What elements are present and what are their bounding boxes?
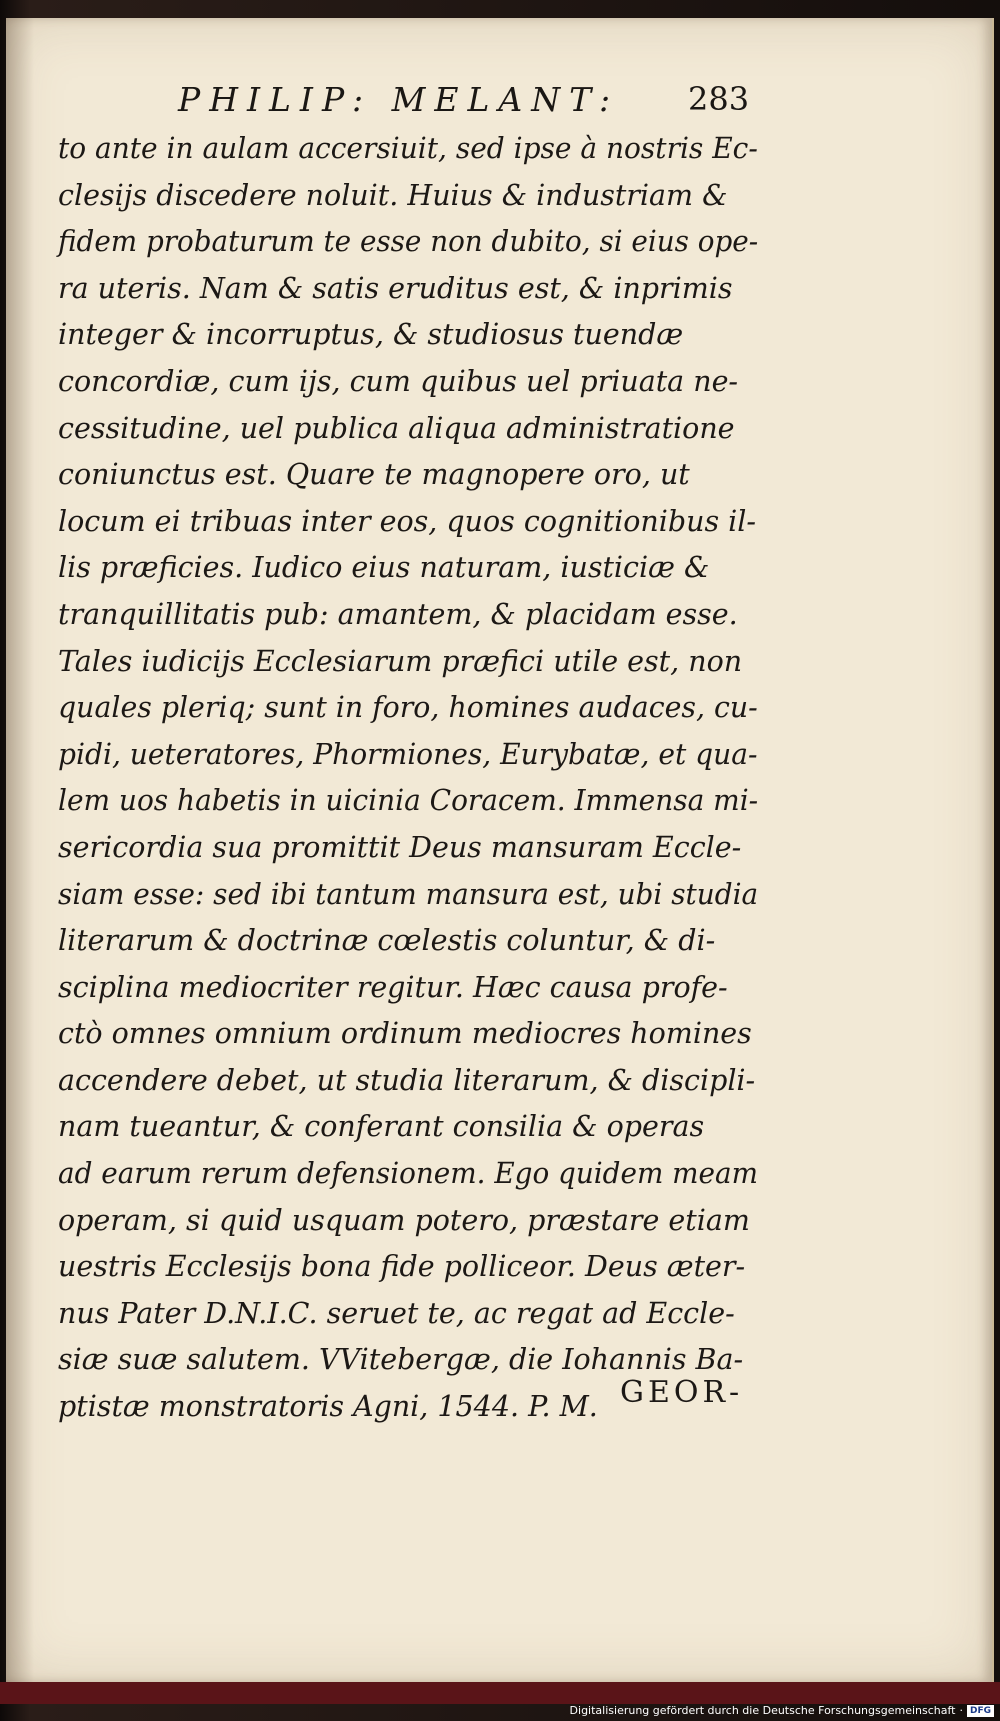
body-text — [58, 126, 758, 1431]
text-line: operam, si quid usquam potero, præstare etiam — [58, 1203, 750, 1237]
text-line: tranquillitatis pub: amantem, & placidam esse. — [58, 597, 738, 631]
text-line: fidem probaturum te esse non dubito, si eius ope- — [58, 225, 759, 259]
text-line: Tales iudicijs Ecclesiarum præfici utile est, non — [58, 644, 743, 678]
text-line: lem uos habetis in uicinia Coracem. Immensa mi- — [58, 784, 759, 818]
text-line: sericordia sua promittit Deus mansuram Eccle- — [58, 830, 742, 864]
scan-edge-strip — [0, 1682, 1000, 1704]
text-line: ptistæ monstratoris Agni, 1544. P. M. — [58, 1390, 598, 1424]
page-number: 283 — [688, 80, 750, 118]
text-line: nam tueantur, & conferant consilia & operas — [58, 1110, 705, 1144]
running-head: PHILIP: MELANT: — [178, 80, 620, 119]
text-line: accendere debet, ut studia literarum, & discipli- — [58, 1063, 756, 1097]
text-line: literarum & doctrinæ cœlestis coluntur, & di- — [58, 924, 716, 958]
text-line: quales pleriq; sunt in foro, homines audaces, cu- — [58, 691, 758, 725]
text-line: ad earum rerum defensionem. Ego quidem meam — [58, 1157, 758, 1191]
text-line: ra uteris. Nam & satis eruditus est, & inprimis — [58, 271, 733, 305]
text-line: nus Pater D.N.I.C. seruet te, ac regat ad Eccle- — [58, 1296, 735, 1330]
text-line: coniunctus est. Quare te magnopere oro, ut — [58, 458, 690, 492]
text-line: siæ suæ salutem. VVitebergæ, die Iohannis Ba- — [58, 1343, 744, 1377]
text-line: locum ei tribuas inter eos, quos cognitionibus il- — [58, 504, 757, 538]
text-line: clesijs discedere noluit. Huius & industriam & — [58, 178, 728, 212]
dfg-logo: DFG — [967, 1705, 994, 1717]
text-line: lis præficies. Iudico eius naturam, iusticiæ & — [58, 551, 710, 585]
digitization-footer: Digitalisierung gefördert durch die Deutsche Forschungsgemeinschaft · DFG — [570, 1704, 994, 1717]
text-line: ctò omnes omnium ordinum mediocres homines — [58, 1017, 752, 1051]
text-line: sciplina mediocriter regitur. Hæc causa profe- — [58, 970, 728, 1004]
text-line: pidi, ueteratores, Phormiones, Eurybatæ, et qua- — [58, 737, 758, 771]
text-line: to ante in aulam accersiuit, sed ipse à nostris Ec- — [58, 132, 758, 165]
text-line: cessitudine, uel publica aliqua administratione — [58, 411, 735, 445]
text-line: integer & incorruptus, & studiosus tuendæ — [58, 318, 684, 352]
catchword: GEOR- — [620, 1375, 744, 1410]
footer-credit: Digitalisierung gefördert durch die Deutsche Forschungsgemeinschaft — [569, 1704, 956, 1717]
text-line: concordiæ, cum ijs, cum quibus uel priuata ne- — [58, 364, 739, 398]
text-line: siam esse: sed ibi tantum mansura est, ubi studia — [58, 877, 759, 911]
text-line: uestris Ecclesijs bona fide polliceor. Deus æter- — [58, 1250, 746, 1284]
